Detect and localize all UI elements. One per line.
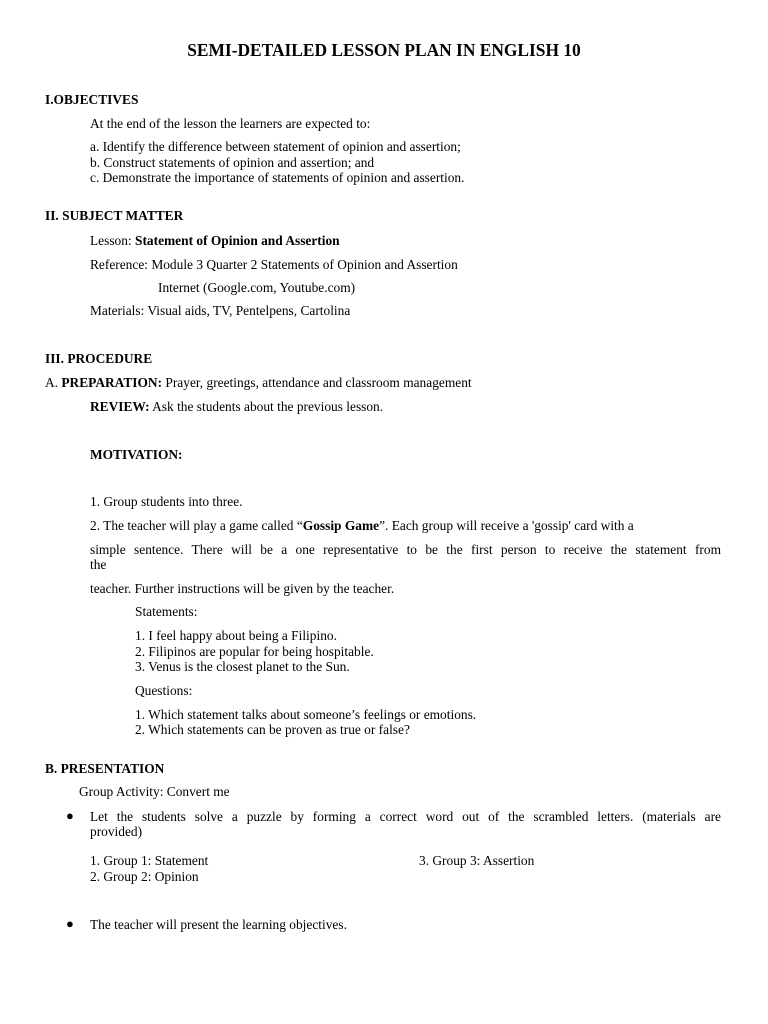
group-activity-line: Group Activity: Convert me <box>79 784 230 799</box>
reference-line: Reference: Module 3 Quarter 2 Statements of Opinion and Assertion <box>90 257 458 272</box>
bullet-1-text: Let the students solve a puzzle by forming a correct word out of the scrambled letters. (materials are <box>90 809 721 824</box>
objective-item: b. Construct statements of opinion and assertion; and <box>90 155 375 170</box>
lesson-line <box>90 233 340 249</box>
objective-item: a. Identify the difference between statement of opinion and assertion; <box>90 139 461 154</box>
statement-item: 1. I feel happy about being a Filipino. <box>135 628 337 643</box>
group-2-item: 2. Group 2: Opinion <box>90 869 199 884</box>
question-item: 1. Which statement talks about someone’s feelings or emotions. <box>135 707 477 722</box>
step2-text-b: ”. Each group will receive a 'gossip' card with a <box>379 518 634 533</box>
group-3-item: 3. Group 3: Assertion <box>419 853 535 868</box>
questions-label: Questions: <box>135 683 193 698</box>
step2-line-2: simple sentence. There will be a one representative to be the first person to receive the statement from <box>90 542 721 557</box>
procedure-heading: III. PROCEDURE <box>45 351 153 366</box>
preparation-line <box>45 375 472 391</box>
step2-text-a: 2. The teacher will play a game called “ <box>90 518 303 533</box>
lesson-label: Lesson: <box>90 233 136 248</box>
step2-line-2-cont: the <box>90 557 107 572</box>
presentation-heading: B. PRESENTATION <box>45 761 165 776</box>
page-title: SEMI-DETAILED LESSON PLAN IN ENGLISH 10 <box>187 40 581 60</box>
lesson-value: Statement of Opinion and Assertion <box>135 233 340 248</box>
bullet-2-text: The teacher will present the learning objectives. <box>90 917 347 932</box>
objective-item: c. Demonstrate the importance of statements of opinion and assertion. <box>90 170 465 185</box>
step2-game-name: Gossip Game <box>302 518 380 533</box>
preparation-label: PREPARATION: <box>61 375 163 390</box>
preparation-prefix: A. <box>45 375 62 390</box>
statements-label: Statements: <box>135 604 198 619</box>
motivation-step-2 <box>90 518 634 534</box>
motivation-label: MOTIVATION: <box>90 447 183 462</box>
motivation-step-1: 1. Group students into three. <box>90 494 243 509</box>
statement-item: 3. Venus is the closest planet to the Sun. <box>135 659 350 674</box>
statement-item: 2. Filipinos are popular for being hospitable. <box>135 644 374 659</box>
bullet-icon: ● <box>66 916 74 931</box>
preparation-text: Prayer, greetings, attendance and classroom management <box>162 375 472 390</box>
materials-line: Materials: Visual aids, TV, Pentelpens, Cartolina <box>90 303 351 318</box>
question-item: 2. Which statements can be proven as true or false? <box>135 722 410 737</box>
bullet-icon: ● <box>66 808 74 823</box>
objectives-heading: I.OBJECTIVES <box>45 92 139 107</box>
review-line <box>90 399 383 415</box>
review-text: Ask the students about the previous lesson. <box>149 399 384 414</box>
group-1-item: 1. Group 1: Statement <box>90 853 209 868</box>
bullet-1-cont: provided) <box>90 824 143 839</box>
objectives-intro: At the end of the lesson the learners are expected to: <box>90 116 371 131</box>
review-label: REVIEW: <box>90 399 150 414</box>
subject-matter-heading: II. SUBJECT MATTER <box>45 208 184 223</box>
reference-internet: Internet (Google.com, Youtube.com) <box>158 280 356 295</box>
step2-line-3: teacher. Further instructions will be given by the teacher. <box>90 581 395 596</box>
